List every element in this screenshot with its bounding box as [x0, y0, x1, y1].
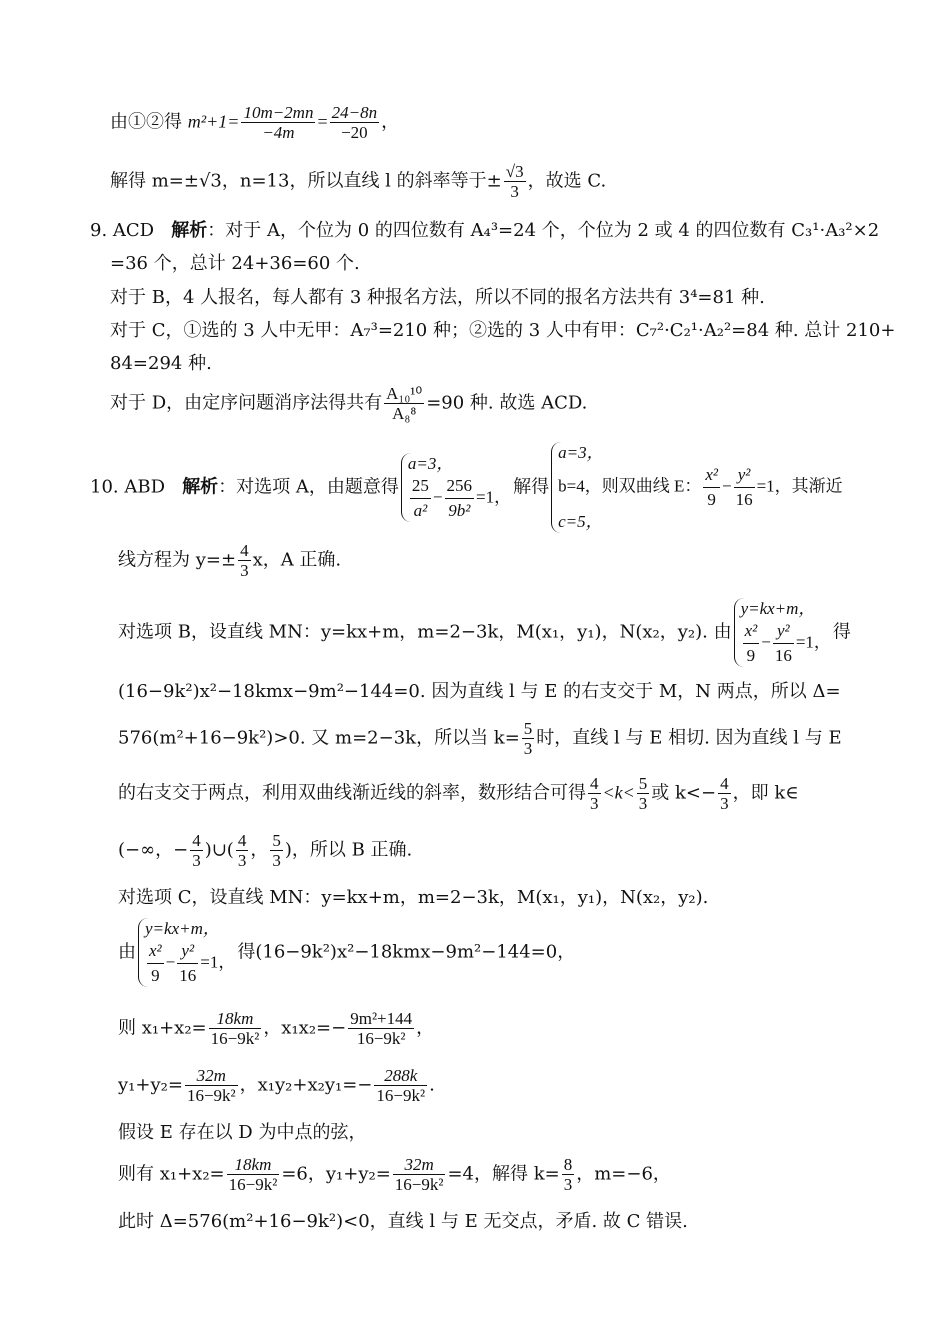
- text: 解得 m=±√3，n=13，所以直线 l 的斜率等于±: [110, 170, 502, 192]
- numerator: 4: [240, 541, 249, 560]
- denominator: 9b²: [448, 501, 471, 521]
- denominator: 16−9k²: [376, 1086, 426, 1105]
- numerator: x²: [703, 464, 720, 488]
- b-line-3: [118, 720, 842, 757]
- denominator: 9: [707, 490, 716, 510]
- text: ：对选项 A，由题意得: [218, 476, 399, 498]
- q10-line-1: [90, 442, 845, 533]
- c-line-1: [118, 889, 708, 907]
- math: −: [432, 487, 443, 507]
- text: ，即 k∈: [732, 782, 799, 804]
- text: b=4，则双曲线 E：: [558, 476, 702, 496]
- fraction: [588, 775, 601, 812]
- text: 则有 x₁+x₂=: [118, 1163, 225, 1185]
- q9-line-3: [110, 289, 765, 307]
- math: =1，: [200, 952, 236, 972]
- numerator: 4: [192, 831, 201, 850]
- line-1: [110, 104, 399, 141]
- system-row: a=3，: [407, 454, 454, 474]
- fraction: [185, 1067, 238, 1104]
- numerator: 5: [523, 719, 533, 738]
- denominator: 3: [237, 851, 247, 870]
- numerator: 10m−2mn: [243, 103, 314, 122]
- text: .: [429, 1074, 435, 1096]
- c-line-7: [118, 1213, 688, 1231]
- fraction: [236, 832, 249, 869]
- q9-line-6: [110, 385, 587, 422]
- denominator: 16−9k²: [186, 1086, 236, 1105]
- text: 此时 Δ=576(m²+16−9k²)<0，直线 l 与 E 无交点，矛盾. 故 C 错误.: [118, 1211, 688, 1232]
- fraction: [637, 775, 650, 812]
- text: 得(16−9k²)x²−18kmx−9m²−144=0，: [237, 941, 576, 963]
- text: 576(m²+16−9k²)>0. 又 m=2−3k，所以当 k=: [118, 727, 520, 749]
- text: =36 个，总计 24+36=60 个.: [110, 253, 360, 274]
- fraction: [562, 1156, 575, 1193]
- text: x，A 正确.: [252, 549, 342, 571]
- b-line-1: [118, 598, 851, 667]
- denominator: 9: [151, 966, 160, 986]
- numerator: 8: [563, 1155, 573, 1174]
- denominator: 3: [523, 739, 533, 758]
- text: =90 种. 故选 ACD.: [426, 392, 588, 414]
- c-line-6: [118, 1156, 671, 1193]
- math: m²+1=: [187, 111, 240, 132]
- math: (−∞，−: [118, 839, 189, 861]
- denominator: −20: [341, 123, 368, 142]
- text: ，: [381, 111, 400, 133]
- text: 解得: [513, 476, 550, 498]
- math: =: [317, 111, 328, 132]
- numerator: 18km: [227, 1156, 280, 1175]
- text: 由: [118, 941, 136, 963]
- denominator: A₈⁸: [392, 404, 417, 423]
- math: )∪(: [204, 839, 234, 861]
- numerator: y²: [734, 464, 755, 488]
- fraction: [504, 163, 526, 200]
- text: =4，解得 k=: [447, 1163, 560, 1185]
- denominator: 3: [240, 561, 249, 580]
- numerator: √3: [505, 162, 524, 181]
- fraction: [190, 832, 203, 869]
- denominator: 16: [179, 966, 197, 986]
- text: 对于 B，4 人报名，每人都有 3 种报名方法，所以不同的报名方法共有 3⁴=81 种.: [110, 287, 765, 308]
- math: =1，: [795, 632, 831, 652]
- fraction: [522, 720, 535, 757]
- math: −: [722, 476, 732, 496]
- q9-line-4: [110, 322, 895, 340]
- numerator: x²: [743, 620, 760, 644]
- fraction: [374, 1067, 427, 1104]
- system-row: [558, 464, 843, 511]
- numerator: 24−8n: [331, 103, 378, 122]
- text: ，: [416, 1017, 435, 1039]
- denominator: 16: [774, 646, 792, 666]
- q9-line-2: [110, 255, 360, 273]
- text: 假设 E 存在以 D 为中点的弦，: [118, 1122, 367, 1143]
- fraction: [238, 542, 251, 579]
- denominator: −4m: [262, 123, 295, 142]
- numerator: y²: [773, 620, 794, 644]
- fraction: [384, 385, 424, 422]
- system-row: y=kx+m，: [740, 599, 816, 618]
- q10-line-2: [118, 542, 341, 579]
- denominator: a²: [413, 501, 428, 521]
- denominator: 16: [735, 490, 753, 510]
- text: 得: [832, 621, 851, 643]
- text: ，x₁y₂+x₂y₁=−: [239, 1074, 373, 1096]
- text: ，m=−6，: [576, 1163, 671, 1185]
- math: <k<: [602, 782, 635, 803]
- system-row: y=kx+m，: [145, 919, 220, 938]
- system-row: [741, 620, 831, 667]
- analysis-label: 解析: [182, 476, 219, 498]
- text: 84=294 种.: [110, 353, 212, 374]
- fraction: [348, 1010, 414, 1047]
- text: =6，y₁+y₂=: [281, 1163, 391, 1185]
- text: 则 x₁+x₂=: [118, 1017, 207, 1039]
- equation-system: [734, 598, 831, 667]
- text: 时，直线 l 与 E 相切. 因为直线 l 与 E: [536, 727, 842, 749]
- text: 线方程为 y=±: [118, 549, 237, 571]
- text: 对选项 C，设直线 MN：y=kx+m，m=2−3k，M(x₁，y₁)，N(x₂，y₂).: [118, 887, 709, 908]
- numerator: 32m: [393, 1156, 446, 1175]
- denominator: 3: [720, 794, 729, 813]
- numerator: x²: [147, 940, 164, 964]
- fraction: [393, 1156, 446, 1193]
- math: ，: [250, 839, 269, 861]
- system-row: [408, 475, 511, 522]
- fraction: [330, 104, 379, 141]
- denominator: 16−9k²: [228, 1175, 278, 1194]
- numerator: 4: [720, 774, 729, 793]
- text: 对于 C，①选的 3 人中无甲：A₇³=210 种；②选的 3 人中有甲：C₇²·C₂¹·A₂²=84 种. 总计 210+: [110, 320, 896, 341]
- numerator: 256: [445, 475, 475, 499]
- question-number: 9. ACD: [90, 220, 155, 241]
- denominator: 3: [192, 851, 201, 870]
- fraction: [209, 1010, 262, 1047]
- text: ：对于 A，个位为 0 的四位数有 A₄³=24 个，个位为 2 或 4 的四位数有 C₃¹·A₃²×2: [207, 220, 880, 241]
- c-line-3: [118, 1010, 434, 1047]
- equation-system: [401, 453, 511, 522]
- math: −: [761, 632, 771, 652]
- numerator: 288k: [374, 1067, 427, 1086]
- c-line-4: [118, 1067, 435, 1104]
- analysis-label: 解析: [171, 220, 208, 241]
- text: =1，其渐近: [756, 476, 843, 496]
- text: 或 k<−: [651, 782, 717, 804]
- denominator: 16−9k²: [210, 1029, 260, 1048]
- numerator: 4: [237, 831, 247, 850]
- equation-system: [138, 918, 235, 987]
- fraction: [718, 775, 731, 812]
- numerator: 25: [410, 475, 431, 499]
- c-line-5: [118, 1124, 366, 1142]
- math: −: [165, 952, 176, 972]
- q9-line-1: [90, 222, 879, 240]
- text: ，x₁x₂=−: [263, 1017, 347, 1039]
- line-2: [110, 163, 606, 200]
- numerator: y²: [177, 940, 198, 964]
- denominator: 16−9k²: [394, 1175, 444, 1194]
- numerator: 32m: [185, 1067, 238, 1086]
- numerator: A₁₀¹⁰: [386, 384, 423, 403]
- denominator: 3: [510, 182, 519, 201]
- text: 对选项 B，设直线 MN：y=kx+m，m=2−3k，M(x₁，y₁)，N(x₂，y₂). 由: [118, 621, 732, 643]
- system-row: [145, 940, 235, 987]
- fraction: [241, 104, 315, 141]
- denominator: 16−9k²: [356, 1029, 406, 1048]
- b-line-2: [118, 683, 841, 701]
- q9-line-5: [110, 355, 212, 373]
- text: 的右支交于两点，利用双曲线渐近线的斜率，数形结合可得: [118, 782, 586, 804]
- b-line-5: [118, 832, 412, 869]
- denominator: 3: [272, 851, 281, 870]
- denominator: 3: [590, 794, 599, 813]
- text: (16−9k²)x²−18kmx−9m²−144=0. 因为直线 l 与 E 的右支交于 M，N 两点，所以 Δ=: [118, 681, 841, 702]
- text: )，所以 B 正确.: [284, 839, 413, 861]
- math: =1，: [476, 487, 512, 507]
- fraction: [270, 832, 283, 869]
- equation-system: [551, 442, 843, 533]
- b-line-4: [118, 775, 799, 812]
- text: ，故选 C.: [527, 170, 607, 192]
- text: 由①②得: [110, 111, 188, 133]
- numerator: 9m²+144: [350, 1009, 413, 1028]
- system-row: c=5，: [558, 512, 603, 532]
- numerator: 5: [638, 774, 648, 793]
- denominator: 9: [746, 646, 756, 666]
- numerator: 5: [272, 831, 281, 850]
- system-row: a=3，: [558, 443, 604, 462]
- text: y₁+y₂=: [118, 1074, 183, 1096]
- denominator: 3: [638, 794, 648, 813]
- numerator: 4: [590, 774, 599, 793]
- denominator: 3: [563, 1175, 573, 1194]
- text: 对于 D，由定序问题消序法得共有: [110, 392, 383, 414]
- c-line-2: [118, 918, 575, 987]
- question-number: 10. ABD: [90, 476, 166, 498]
- fraction: [227, 1156, 280, 1193]
- numerator: 18km: [209, 1010, 262, 1029]
